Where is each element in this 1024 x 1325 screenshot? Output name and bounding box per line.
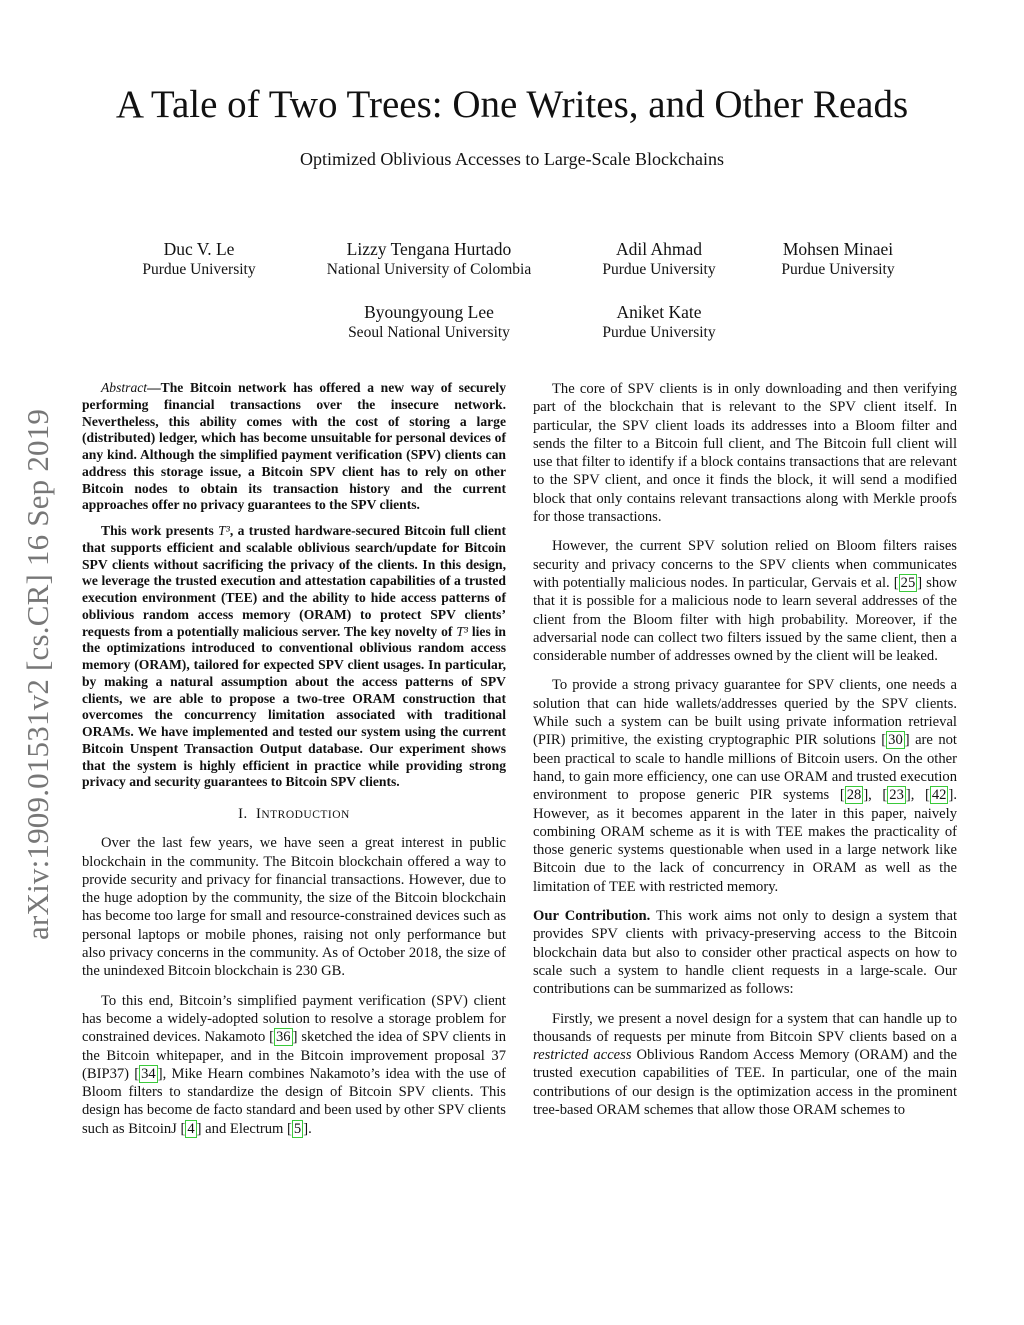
abstract-paragraph: [82, 380, 506, 514]
author-affiliation: Purdue University: [142, 261, 256, 278]
author-affiliation: Seoul National University: [348, 324, 510, 341]
text-segment: ], [: [905, 787, 930, 804]
abstract: [82, 380, 506, 791]
text-segment: ]. However, as it becomes apparent in the later in this paper, naively combining ORAM scheme as it is with TEE makes the practicality of those generic systems questionable when used in a large network like Bitcoin due to the lack of concurrency in ORAM as well as the limitation of TEE with restricted memory.: [533, 787, 957, 895]
text-segment: Oblivious Random Access Memory (ORAM) and the trusted execution capabilities of TEE. In particular, one of the main contributions of our design is the optimization access in the prominent tree-based ORAM schemes that allow those ORAM schemes to: [533, 1047, 957, 1118]
text-segment: The core of SPV clients is in only downloading and then verifying part of the blockchain that is relevant to the SPV client itself. In particular, the SPV client loads its addresses into a Bloom filter and sends the filter to a Bitcoin full client, and The Bitcoin full client will use that filter to identify if a block contains transactions that are relevant to the SPV client, and once it finds the block, it will send a modified block that only contains relevant transactions along with Merkle proofs for those transactions.: [533, 381, 957, 526]
text-segment: ] show that it is possible for a malicious node to learn several addresses of the client from the Bloom filter with high probability. Moreover, if the adversarial node can collect two filters issued by the same client, then a considerable number of addresses owned by the client will be leaked.: [533, 574, 957, 665]
author-name: Adil Ahmad: [615, 239, 703, 259]
citation-link[interactable]: 25: [900, 574, 916, 591]
paper-subtitle: Optimized Oblivious Accesses to Large-Scale Blockchains: [299, 149, 725, 169]
author-name: Lizzy Tengana Hurtado: [346, 239, 512, 259]
text-segment: ] sketched the idea of SPV clients in the Bitcoin whitepaper, and in the Bitcoin improvement proposal 37 (BIP37) [: [82, 1029, 506, 1082]
author: [299, 238, 559, 280]
text-segment: ] are not been practical to scale to handle millions of Bitcoin users. On the other hand, to gain more efficiency, one can use ORAM and trusted execution environment to propose generic PIR systems [: [533, 732, 957, 804]
text-segment: To this end, Bitcoin’s simplified payment verification (SPV) client has become a widely-adopted solution to resolve a storage problem for constrained devices. Nakamoto [: [82, 992, 506, 1046]
author-name: Duc V. Le: [163, 239, 235, 259]
text-segment: ].: [303, 1120, 312, 1137]
text-segment: lies in the optimizations introduced to conventional oblivious random access memory (ORAM), tailored for expected SPV client usages. In particular, by making a natural assumption about the access patterns of SPV clients, we are able to propose a two-tree ORAM construction that overcomes the concurrency limitation associated with traditional ORAMs. We have implemented and tested our system using the current Bitcoin Unspent Transaction Output database. Our experiment shows that the system is highly efficient in practice while providing strong privacy and security guarantees to Bitcoin SPV clients.: [82, 623, 506, 790]
section-title-initial: I: [255, 806, 262, 822]
section-title: NTRODUCTION: [261, 809, 350, 821]
author: [708, 238, 968, 280]
section-number: I.: [238, 806, 248, 822]
text-segment: This work aims not only to design a system that provides SPV clients with privacy-preserving access to the Bitcoin blockchain data but also to consider other practical aspects on how to scale such a system to handle client requests in a large-scale. Our contributions can be summarized as follows:: [533, 908, 957, 998]
author-name: Byoungyoung Lee: [364, 302, 494, 322]
body-paragraph: [533, 380, 957, 526]
text-segment: Firstly, we present a novel design for a system that can handle up to thousands of requests per minute from Bitcoin SPV clients based on a: [533, 1010, 957, 1045]
citation-link[interactable]: 28: [846, 787, 862, 804]
citation-link[interactable]: 34: [141, 1065, 156, 1082]
author-affiliation: Purdue University: [781, 261, 895, 278]
citation-link[interactable]: 4: [187, 1120, 195, 1137]
math-symbol: T³: [456, 623, 468, 639]
author-affiliation: Purdue University: [602, 324, 716, 341]
author-affiliation: National University of Colombia: [326, 261, 532, 278]
body-paragraph: [533, 537, 957, 665]
text-segment: ], Mike Hearn combines Nakamoto’s idea with the use of Bloom filters to standardize the design of Bitcoin SPV clients. This design has become de facto standard and been used by other SPV clients such as BitcoinJ [: [82, 1065, 506, 1137]
text-segment: However, the current SPV solution relied on Bloom filters raises security and privacy concerns to the SPV clients when communicates with potentially malicious nodes. In particular, Gervais et al. [: [533, 538, 957, 591]
right-column: [533, 380, 957, 1130]
author-name: Aniket Kate: [616, 302, 702, 322]
body-paragraph: [82, 834, 506, 980]
citation-link[interactable]: 36: [276, 1029, 291, 1046]
author-affiliation: Purdue University: [602, 261, 716, 278]
text-segment: This work presents: [101, 523, 219, 538]
author: [529, 301, 789, 343]
abstract-text: —The Bitcoin network has offered a new way of securely performing financial transactions over the insecure network. Nevertheless, this ability comes with the cost of storing a large (distributed) ledger, which has become unsuitable for personal devices of any kind. Although the simplified payment verification (SPV) clients can address this storage issue, a Bitcoin SPV client has to rely on other Bitcoin nodes to obtain its transaction history and the current approaches offer no privacy guarantees to the SPV clients.: [82, 380, 506, 513]
citation-link[interactable]: 23: [889, 787, 904, 804]
body-paragraph: [82, 992, 506, 1138]
left-column: [82, 380, 506, 1149]
emphasis-text: restricted access: [533, 1047, 632, 1064]
math-symbol: T³: [218, 523, 230, 538]
arxiv-stamp: arXiv:1909.01531v2 [cs.CR] 16 Sep 2019: [20, 408, 55, 940]
author: [69, 238, 329, 280]
author: [299, 301, 559, 343]
paragraph-heading: Our Contribution.: [533, 908, 651, 925]
abstract-label: Abstract: [101, 380, 148, 395]
text-segment: ] and Electrum [: [196, 1120, 292, 1137]
author-name: Mohsen Minaei: [782, 239, 894, 259]
text-segment: ], [: [863, 787, 888, 804]
citation-link[interactable]: 5: [293, 1120, 302, 1137]
body-paragraph: [533, 907, 957, 998]
section-heading: [82, 805, 506, 824]
citation-link[interactable]: 30: [888, 732, 903, 749]
paper-title: A Tale of Two Trees: One Writes, and Other Reads: [115, 83, 909, 126]
text-segment: Over the last few years, we have seen a great interest in public blockchain in the community. The Bitcoin blockchain offered a way to provide security and privacy for financial transactions. However, due to the huge adoption by the community, the size of the Bitcoin blockchain has become too large for small and resource-constrained devices such as personal laptops or mobile phones, raising not only performance but also privacy concerns in the community. As of October 2018, the size of the unindexed Bitcoin blockchain is 230 GB.: [82, 835, 506, 980]
text-segment: To provide a strong privacy guarantee for SPV clients, one needs a solution that can hide wallets/addresses queried by the SPV clients. While such a system can be built using private information retrieval (PIR) primitive, the existing cryptographic PIR solutions [: [533, 677, 957, 749]
abstract-paragraph: [82, 523, 506, 791]
body-paragraph: [533, 676, 957, 896]
text-segment: , a trusted hardware-secured Bitcoin full client that supports efficient and scalable oblivious search/update for Bitcoin SPV clients without sacrificing the privacy of the clients. In this design, we leverage the trusted execution and attestation capabilities of a trusted execution environment (TEE) and the ability to hide access patterns of oblivious random access memory (ORAM) to protect SPV clients’ requests from a potentially malicious server. The key novelty of: [82, 523, 506, 639]
citation-link[interactable]: 42: [931, 787, 947, 804]
body-paragraph: [533, 1010, 957, 1120]
